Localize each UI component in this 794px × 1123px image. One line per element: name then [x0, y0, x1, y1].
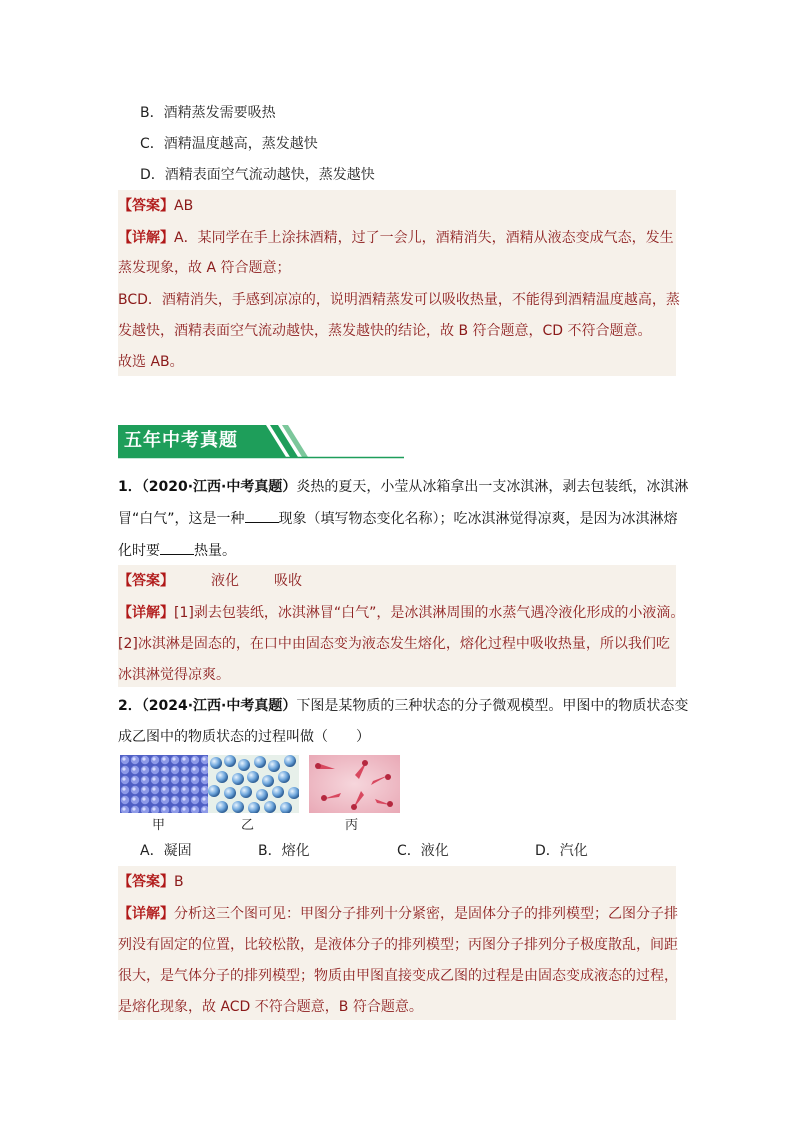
q1-line-1	[118, 477, 688, 497]
q1-text: 冒“白气”，这是一种	[118, 511, 245, 527]
answer-tag: 【答案】	[118, 874, 174, 890]
q1-number: 1．	[118, 479, 142, 495]
answer-value-1: 液化	[211, 573, 239, 589]
detail-tag: 【详解】	[118, 906, 174, 922]
option-c: C．酒精温度越高，蒸发越快	[140, 136, 318, 152]
detail-line: [1]剥去包装纸，冰淇淋冒“白气”，是冰淇淋周围的水蒸气遇冷液化形成的小液滴。	[174, 605, 685, 621]
answer-blank[interactable]	[245, 508, 279, 523]
q2-option-b[interactable]: B．熔化	[258, 843, 310, 859]
q1-line-3	[118, 540, 236, 561]
q2-option-c[interactable]: C．液化	[397, 843, 449, 859]
detail-line: 发越快，酒精表面空气流动越快，蒸发越快的结论，故 B 符合题意，CD 不符合题意。	[118, 323, 652, 339]
detail-line: 蒸发现象，故 A 符合题意；	[118, 260, 291, 276]
image-caption: 甲	[152, 818, 166, 833]
answer-box-q1	[118, 565, 685, 687]
liquid-molecule-image	[208, 755, 299, 813]
detail-line: BCD．酒精消失，手感到凉凉的，说明酒精蒸发可以吸收热量，不能得到酒精温度越高，蒸	[118, 292, 680, 308]
image-caption: 乙	[241, 818, 255, 833]
answer-value-2: 吸收	[274, 573, 302, 589]
q1-text: 热量。	[194, 543, 236, 559]
detail-line: [2]冰淇淋是固态的，在口中由固态变为液态发生熔化，熔化过程中吸收热量，所以我们吃	[118, 636, 670, 652]
answer-value: B	[174, 874, 184, 890]
section-banner	[118, 423, 408, 459]
detail-line: 分析这三个图可见：甲图分子排列十分紧密，是固体分子的排列模型；乙图分子排	[174, 906, 678, 922]
gas-molecule-image	[309, 755, 400, 813]
image-caption: 丙	[345, 818, 359, 833]
answer-tag: 【答案】	[118, 573, 174, 589]
detail-tag: 【详解】	[118, 230, 174, 246]
answer-box-q2	[118, 866, 676, 1020]
answer-blank[interactable]	[160, 540, 194, 555]
option-d: D．酒精表面空气流动越快，蒸发越快	[140, 167, 375, 183]
detail-line: A．某同学在手上涂抹酒精，过了一会儿，酒精消失，酒精从液态变成气态，发生	[174, 230, 674, 246]
q2-number: 2．	[118, 698, 142, 714]
detail-line: 冰淇淋觉得凉爽。	[118, 667, 230, 683]
q2-line-1	[118, 696, 688, 716]
detail-line: 很大，是气体分子的排列模型；物质由甲图直接变成乙图的过程是由固态变成液态的过程，	[118, 968, 678, 984]
q2-option-a[interactable]: A．凝固	[140, 843, 192, 859]
answer-value: AB	[174, 198, 194, 214]
q2-line-2: 成乙图中的物质状态的过程叫做（ ）	[118, 729, 370, 745]
detail-line: 列没有固定的位置，比较松散，是液体分子的排列模型；丙图分子排列分子极度散乱，间距	[118, 937, 678, 953]
detail-line: 是熔化现象，故 ACD 不符合题意，B 符合题意。	[118, 999, 423, 1015]
detail-line: 故选 AB。	[118, 354, 184, 370]
q2-text: 下图是某物质的三种状态的分子微观模型。甲图中的物质状态变	[296, 698, 689, 714]
q2-source: （2024·江西·中考真题）	[141, 698, 297, 714]
q1-text: 炎热的夏天，小莹从冰箱拿出一支冰淇淋，剥去包装纸，冰淇淋	[296, 479, 689, 495]
answer-tag: 【答案】	[118, 198, 174, 214]
q1-line-2	[118, 508, 678, 529]
detail-tag: 【详解】	[118, 605, 174, 621]
solid-molecule-image	[120, 755, 211, 813]
q1-source: （2020·江西·中考真题）	[141, 479, 297, 495]
q2-option-d[interactable]: D．汽化	[535, 843, 588, 859]
q1-text: 化时要	[118, 543, 160, 559]
option-b: B．酒精蒸发需要吸热	[140, 105, 276, 121]
q1-text: 现象（填写物态变化名称）；吃冰淇淋觉得凉爽，是因为冰淇淋熔	[278, 511, 678, 527]
section-title: 五年中考真题	[124, 430, 238, 451]
answer-box-prev	[118, 190, 680, 376]
